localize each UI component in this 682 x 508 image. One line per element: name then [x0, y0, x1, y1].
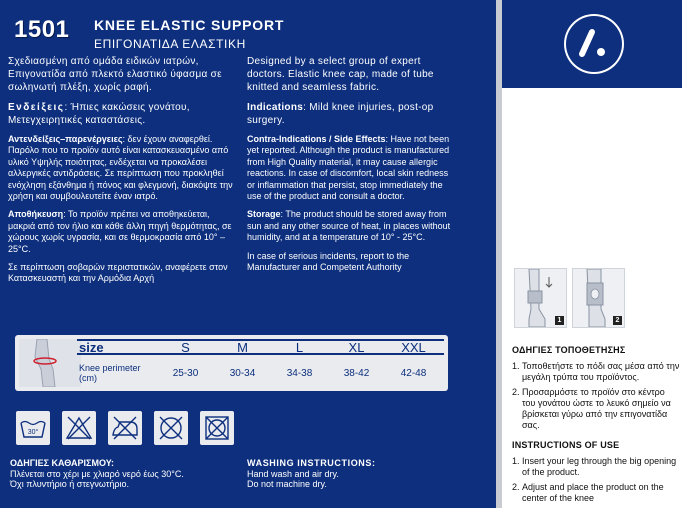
greek-incidents: Σε περίπτωση σοβαρών περιστατικών, αναφέρετε στον Κατασκευαστή και την Αρμόδια Αρχή: [8, 262, 228, 284]
perimeter-l: 34-38: [286, 367, 313, 379]
instructions-gr-step: 1. Τοποθετήστε το πόδι σας μέσα από την μεγάλη τρύπα του προϊόντος.: [512, 361, 680, 382]
figure-step-1: [514, 268, 567, 328]
perimeter-xl: 38-42: [343, 367, 370, 379]
greek-indications-text: : Ήπιες κακώσεις γονάτου, Μετεγχειρητικές καταστάσεις.: [8, 102, 190, 126]
english-contra-label: Contra-Indications / Side Effects: [247, 134, 386, 144]
english-storage-text: : The product should be stored away from sun and any other source of heat, in places without humidity, and at a temperature of 10° - 25°C.: [247, 209, 451, 243]
size-header-row: [77, 339, 444, 355]
size-xl: XL: [348, 339, 365, 355]
instructions-panel: [502, 0, 682, 508]
english-storage-label: Storage: [247, 209, 281, 220]
greek-indications: [8, 101, 234, 127]
size-m: M: [237, 339, 248, 355]
product-title-en: KNEE ELASTIC SUPPORT: [94, 17, 285, 33]
english-description-column: [247, 55, 455, 280]
washing-en-line2: Do not machine dry.: [247, 479, 327, 489]
english-indications-text: : Mild knee injuries, post-op surgery.: [247, 102, 434, 126]
size-s: S: [181, 339, 190, 355]
washing-instructions-en: [247, 458, 467, 490]
knee-measure-icon: [19, 339, 81, 387]
figure-step-2: [572, 268, 625, 328]
product-title-gr: ΕΠΙΓΟΝΑΤΙΔΑ ΕΛΑΣΤΙΚΗ: [94, 37, 246, 51]
logo-band: [502, 0, 682, 88]
instructions-en: [512, 440, 680, 508]
greek-contra-label: Αντενδείξεις–παρενέργειες: [8, 134, 123, 144]
greek-description-column: [8, 55, 234, 292]
perimeter-s: 25-30: [172, 367, 199, 379]
english-contra-text: : Have not been yet reported. Although the product is manufactured from High Quality material, it may cause allergic reactions. In case of discomfort, local skin redness or inflammation that persist, stop immediately the use of the product and consult a doctor.: [247, 134, 450, 202]
greek-intro: Σχεδιασμένη από ομάδα ειδικών ιατρών, Επιγονατίδα από πλεκτό ελαστικό ύφασμα σε σωληνωτή πλέξη, χωρίς ραφή.: [8, 56, 222, 93]
hand-wash-30-icon: [16, 411, 50, 445]
size-header-label: size: [79, 339, 104, 355]
size-l: L: [295, 339, 304, 355]
figure-1-number: 1: [555, 316, 564, 325]
no-tumble-dry-icon: [200, 411, 234, 445]
knee-measure-illustration: [19, 339, 81, 387]
care-symbols: [16, 411, 234, 447]
washing-title-en: WASHING INSTRUCTIONS:: [247, 458, 376, 468]
english-indications: [247, 101, 455, 127]
instructions-en-title: INSTRUCTIONS OF USE: [512, 440, 620, 450]
greek-storage-label: Αποθήκευση: [8, 209, 64, 220]
english-intro: Designed by a select group of expert doctors. Elastic knee cap, made of tube knitted and seamless fabric.: [247, 56, 434, 93]
instructions-gr-title: ΟΔΗΓΙΕΣ ΤΟΠΟΘΕΤΗΣΗΣ: [512, 345, 626, 355]
knee-perimeter-label: Knee perimeter (cm): [79, 363, 141, 383]
perimeter-m: 30-34: [229, 367, 256, 379]
no-iron-icon: [108, 411, 142, 445]
washing-title-gr: ΟΔΗΓΙΕΣ ΚΑΘΑΡΙΣΜΟΥ:: [10, 458, 115, 468]
no-bleach-icon: [62, 411, 96, 445]
brand-logo-icon: [564, 14, 624, 74]
greek-indications-label: Ενδείξεις: [8, 102, 65, 113]
knee-perimeter-row: [77, 359, 444, 387]
washing-gr-line1: Πλένεται στο χέρι με χλιαρό νερό έως 30°C.: [10, 468, 184, 479]
instructions-en-step: 2. Adjust and place the product on the center of the knee: [512, 482, 664, 503]
no-dry-clean-icon: [154, 411, 188, 445]
product-code: 1501: [14, 16, 70, 43]
greek-contra-text: : δεν έχουν αναφερθεί. Παρόλο που το προϊόν αυτό είναι κατασκευασμένο από υλικό Υψηλής ποιότητας, ενδέχεται να προκαλέσει αλλεργικές αντιδράσεις. Σε περίπτωση που προκληθεί ενόχληση εξάνθημα ή πόνος και φλεγμονή, διακόψτε την χρήση και συμβουλευτείτε έναν ιατρό.: [8, 134, 233, 202]
instructions-en-step: 1. Insert your leg through the big opening of the product.: [512, 456, 677, 477]
wash-temp-label: 30°: [27, 429, 39, 436]
english-storage: [247, 209, 455, 243]
washing-en-line1: Hand wash and air dry.: [247, 468, 339, 479]
size-table: [15, 335, 448, 391]
size-xxl: XXL: [401, 339, 426, 355]
greek-contraindications: [8, 134, 234, 202]
instructions-gr-step: 2. Προσαρμόστε το προϊόν στο κέντρο του γονάτου ώστε το λευκό σημείο να βρίσκεται γύρω από την επιγονατίδα σας.: [512, 387, 671, 430]
washing-instructions-gr: [10, 458, 240, 490]
greek-storage: [8, 209, 234, 255]
english-contraindications: [247, 134, 455, 202]
perimeter-xxl: 42-48: [400, 367, 427, 379]
english-incidents: In case of serious incidents, report to the Manufacturer and Competent Authority: [247, 250, 410, 273]
english-indications-label: Indications: [247, 102, 304, 113]
brand-logo: [564, 14, 624, 74]
instructions-gr: [512, 345, 680, 435]
figure-2-number: 2: [613, 316, 622, 325]
greek-storage-text: : Το προϊόν πρέπει να αποθηκεύεται, μακριά από τον ήλιο και κάθε άλλη πηγή θερμότητας, σε χώρους χωρίς υγρασία, και σε θερμοκρασία από 10° – 25°C.: [8, 209, 232, 254]
washing-gr-line2: Όχι πλυντήριο ή στεγνωτήριο.: [10, 479, 130, 489]
